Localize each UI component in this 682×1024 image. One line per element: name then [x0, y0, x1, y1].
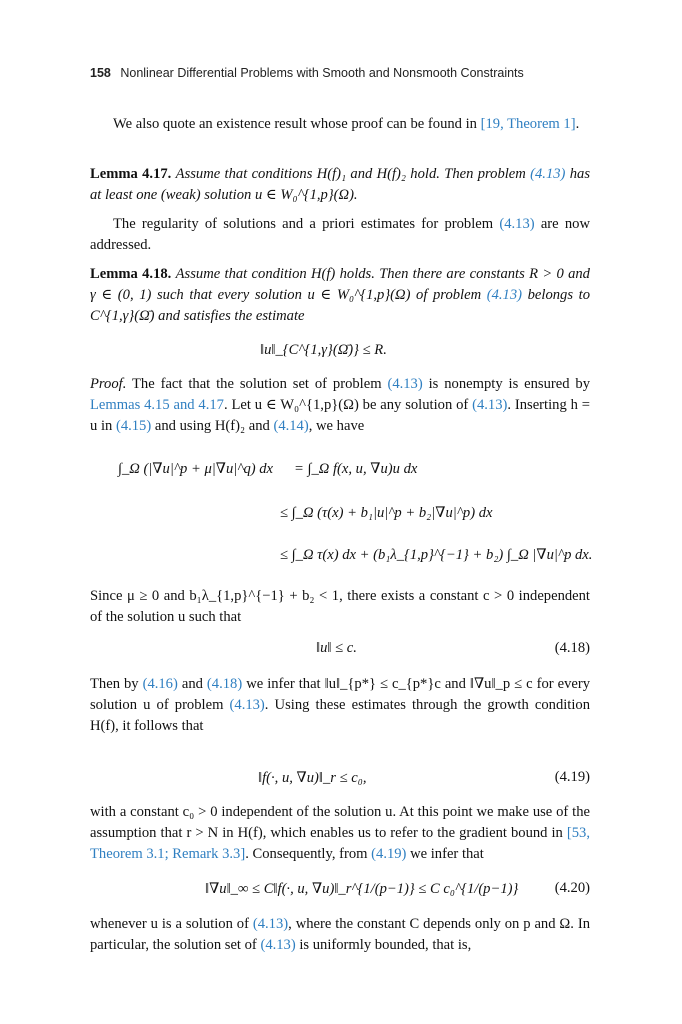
- align-line-1-lhs: ∫_Ω (|∇u|^p + μ|∇u|^q) dx: [118, 461, 274, 477]
- ref-4-13[interactable]: (4.13): [472, 397, 508, 413]
- lemma-4-18: [90, 264, 590, 327]
- proof-text-6: , we have: [308, 418, 365, 434]
- eq-4-18-tag: (4.18): [554, 640, 590, 656]
- lemma-4-17-text-1: Assume that conditions H(f)₁ and H(f)₂ hold. Then problem: [175, 166, 526, 182]
- p4-text-1: Then by: [90, 676, 139, 692]
- running-title: Nonlinear Differential Problems with Smooth and Nonsmooth Constraints: [120, 66, 524, 80]
- align-line-2: ≤ ∫_Ω (τ(x) + b₁|u|^p + b₂|∇u|^p) dx: [280, 505, 493, 521]
- p5-text-2: . Consequently, from: [245, 846, 368, 862]
- p5-text-1: with a constant c₀ > 0 independent of the solution u. At this point we make use of the assumption that r > N in H(f), which enables us to refer to the gradient bound in: [90, 804, 590, 841]
- p2-text-2: are now addressed.: [90, 216, 590, 253]
- p6-text-2: , where the constant C depends only on p and Ω. In particular, the solution set of: [90, 916, 590, 953]
- cite-19[interactable]: [19, Theorem 1]: [480, 116, 576, 132]
- p6-text-3: is uniformly bounded, that is,: [299, 937, 472, 953]
- eq-4-20: ‖∇u‖_∞ ≤ C‖f(·, u, ∇u)‖_r^{1/(p−1)} ≤ C c₀^{1/(p−1)}: [205, 881, 519, 897]
- p4-text-3: we infer that ‖u‖_{p*} ≤ c_{p*}c and ‖∇u‖_p ≤ c for every solution u of problem: [90, 676, 591, 713]
- ref-4-13[interactable]: (4.13): [387, 376, 423, 392]
- ref-lemmas-4-15-4-17[interactable]: Lemmas 4.15 and 4.17: [90, 397, 224, 413]
- ref-4-13[interactable]: (4.13): [499, 216, 535, 232]
- p3-text: Since μ ≥ 0 and b₁λ_{1,p}^{−1} + b₂ < 1, there exists a constant c > 0 independent of the solution u such that: [90, 588, 590, 625]
- ref-4-13[interactable]: (4.13): [530, 166, 566, 182]
- proof-text-1: The fact that the solution set of problem: [132, 376, 382, 392]
- lemma-4-18-text-1: Assume that condition H(f) holds. Then there are constants R > 0 and γ ∈ (0, 1) such that every solution u ∈ W₀^{1,p}(Ω) of problem: [90, 266, 590, 303]
- lemma-4-18-label: Lemma 4.18.: [90, 266, 172, 282]
- proof-text-5: and using H(f)₂ and: [154, 418, 270, 434]
- lemma-4-17: [90, 164, 590, 206]
- paragraph-whenever: [90, 914, 590, 956]
- ref-4-16[interactable]: (4.16): [142, 676, 178, 692]
- proof-paragraph: [90, 374, 590, 437]
- paragraph-then-by: [90, 674, 590, 737]
- ref-4-19[interactable]: (4.19): [371, 846, 407, 862]
- ref-4-13[interactable]: (4.13): [252, 916, 289, 932]
- running-header: [90, 66, 524, 80]
- ref-4-13[interactable]: (4.13): [486, 287, 522, 303]
- p1-text: We also quote an existence result whose proof can be found in: [113, 116, 477, 132]
- paragraph-regularity: [90, 214, 590, 256]
- align-line-1-rhs: = ∫_Ω f(x, u, ∇u)u dx: [294, 461, 418, 477]
- proof-label: Proof.: [90, 376, 127, 392]
- p6-text-1: whenever u is a solution of: [90, 916, 249, 932]
- eq-4-18: ‖u‖ ≤ c.: [316, 640, 357, 656]
- p4-text-4: . Using these estimates through the growth condition H(f), it follows that: [90, 697, 590, 734]
- page-number: 158: [90, 66, 111, 80]
- paragraph-since: [90, 586, 590, 628]
- ref-4-14[interactable]: (4.14): [273, 418, 309, 434]
- proof-text-2: is nonempty is ensured by: [428, 376, 591, 392]
- lemma-4-17-label: Lemma 4.17.: [90, 166, 172, 182]
- eq-4-19: ‖f(·, u, ∇u)‖_r ≤ c₀,: [258, 770, 367, 786]
- p2-text-1: The regularity of solutions and a priori estimates for problem: [113, 216, 494, 232]
- eq-4-20-tag: (4.20): [554, 880, 590, 896]
- eq-4-19-tag: (4.19): [554, 769, 590, 785]
- ref-4-18[interactable]: (4.18): [206, 676, 243, 692]
- ref-4-13[interactable]: (4.13): [229, 697, 265, 713]
- cite-53[interactable]: [53, Theorem 3.1; Remark 3.3]: [90, 825, 590, 862]
- proof-text-3: . Let u ∈ W₀^{1,p}(Ω) be any solution of: [223, 397, 469, 413]
- p4-text-2: and: [181, 676, 203, 692]
- paragraph-with-constant: [90, 802, 590, 865]
- align-line-3: ≤ ∫_Ω τ(x) dx + (b₁λ_{1,p}^{−1} + b₂) ∫_Ω |∇u|^p dx.: [280, 547, 593, 563]
- ref-4-13[interactable]: (4.13): [260, 937, 296, 953]
- lemma-4-17-text-2: has at least one (weak) solution u ∈ W₀^{1,p}(Ω).: [90, 166, 591, 203]
- ref-4-15[interactable]: (4.15): [115, 418, 152, 434]
- p5-text-3: we infer that: [410, 846, 484, 862]
- lemma-4-18-estimate: ‖u‖_{C^{1,γ}(Ω̄)} ≤ R.: [260, 342, 387, 358]
- paragraph-existence: [90, 114, 590, 135]
- proof-text-4: . Inserting h = u in: [90, 397, 590, 434]
- p1-tail: .: [575, 116, 580, 132]
- lemma-4-18-text-2: belongs to C^{1,γ}(Ω̄) and satisfies the estimate: [90, 287, 590, 324]
